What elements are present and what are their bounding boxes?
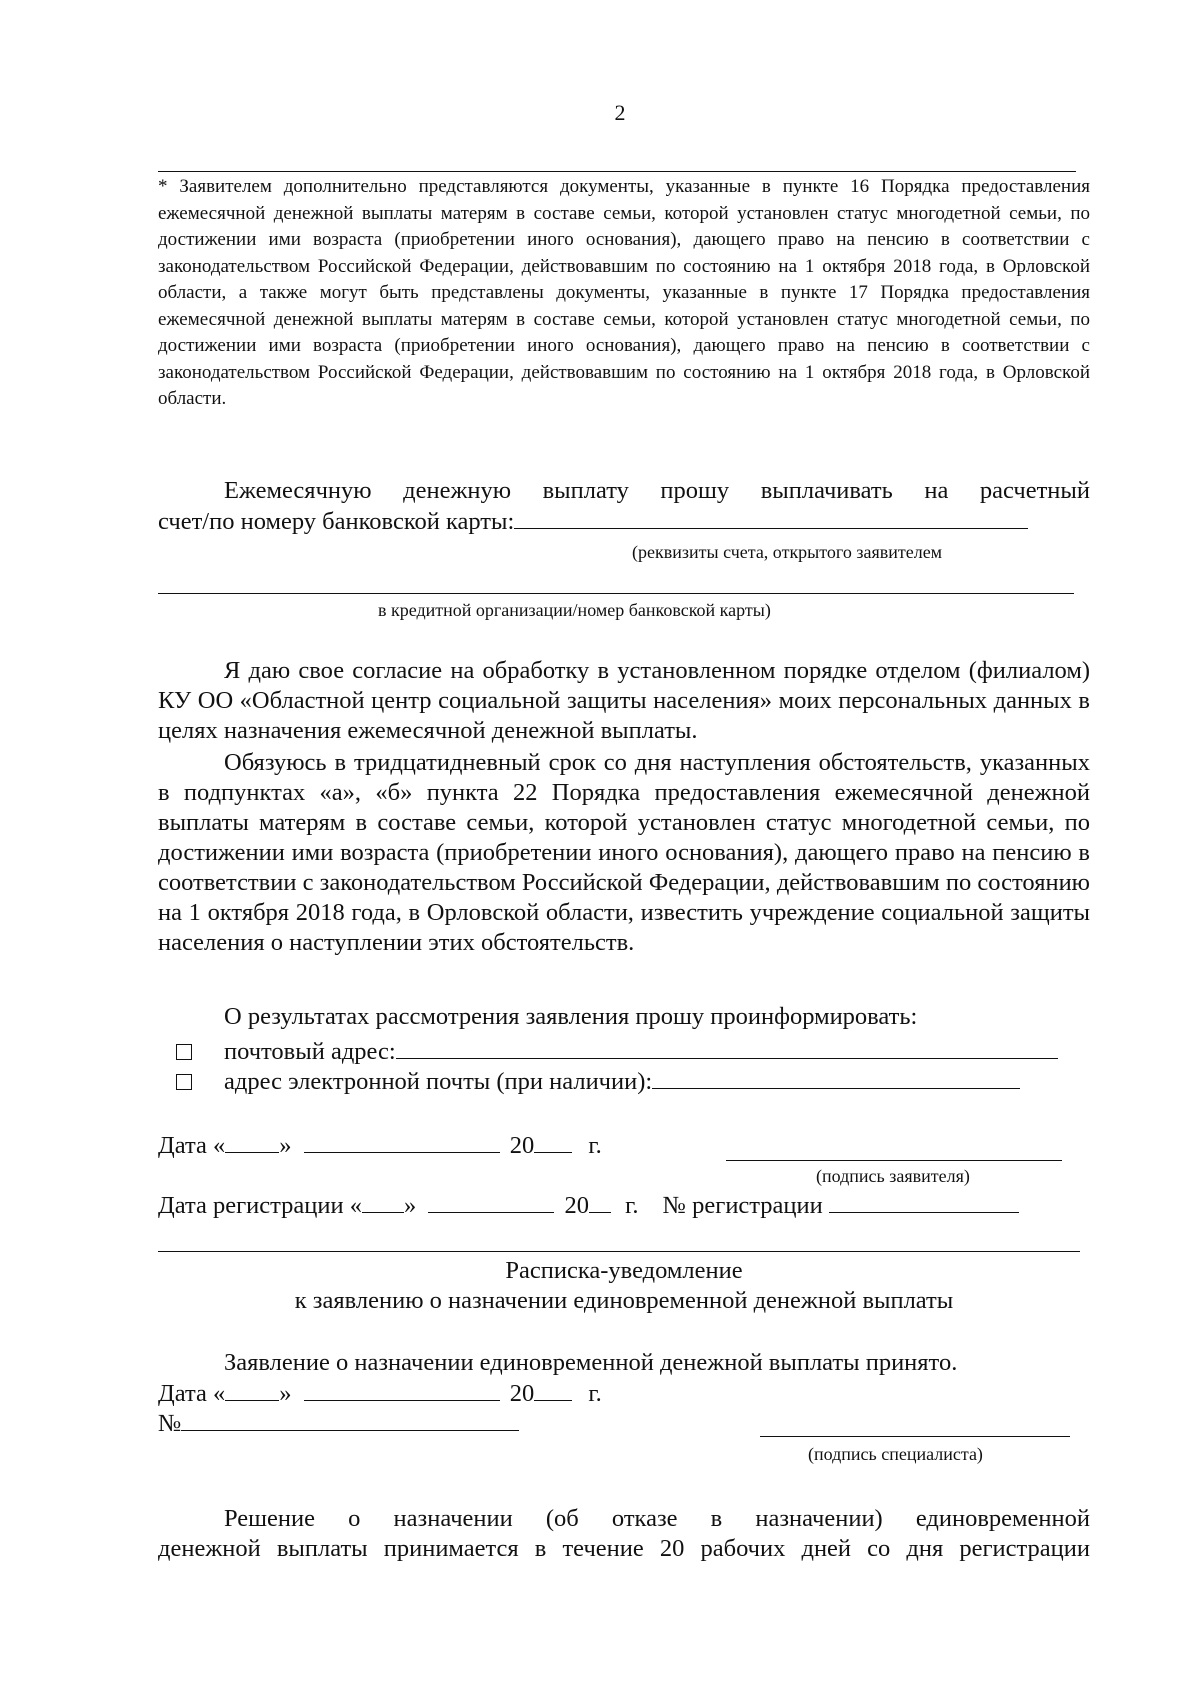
- specialist-signature-caption: (подпись специалиста): [808, 1444, 983, 1464]
- receipt-number-field[interactable]: [181, 1408, 519, 1431]
- receipt-separator: [158, 1251, 1080, 1252]
- decision-line1: Решение о назначении (об отказе в назначении) единовременной: [224, 1505, 1090, 1532]
- receipt-title: Расписка-уведомление: [505, 1257, 743, 1284]
- postal-address-field[interactable]: [396, 1036, 1058, 1059]
- registration-close-quote: »: [403, 1192, 417, 1219]
- date-close-quote: »: [279, 1132, 292, 1159]
- date-month-field[interactable]: [304, 1130, 500, 1153]
- inform-heading: О результатах рассмотрения заявления прошу проинформировать:: [224, 1003, 918, 1030]
- account-caption2: в кредитной организации/номер банковской карты): [378, 600, 771, 620]
- date-year-suffix: г.: [588, 1132, 602, 1159]
- account-field[interactable]: [514, 506, 1028, 529]
- registration-row: [158, 1190, 1019, 1220]
- receipt-date-day-field[interactable]: [225, 1378, 279, 1401]
- payment-line1: Ежемесячную денежную выплату прошу выплачивать на расчетный: [224, 477, 1090, 504]
- obligation-paragraph: Обязуюсь в тридцатидневный срок со дня наступления обстоятельств, указанных в подпунктах «а», «б» пункта 22 Порядка предоставления ежемесячной денежной выплаты матерям в составе семьи, которой установлен статус многодетной семьи, по достижении ими возраста (приобретении иного основания), дающего право на пенсию в соответствии с законодательством Российской Федерации, действовавшим по состоянию на 1 октября 2018 года, в Орловской области, известить учреждение социальной защиты населения о наступлении этих обстоятельств.: [158, 749, 1090, 956]
- registration-number-field[interactable]: [829, 1190, 1019, 1213]
- receipt-accepted: Заявление о назначении единовременной денежной выплаты принято.: [224, 1349, 958, 1376]
- account-field-line2[interactable]: [158, 593, 1074, 594]
- footnote-text: * Заявителем дополнительно представляются документы, указанные в пункте 16 Порядка предоставления ежемесячной денежной выплаты матерям в составе семьи, которой установлен статус многодетной семьи, по достижении ими возраста (приобретении иного основания), дающего право на пенсию в соответствии с законодательством Российской Федерации, действовавшим по состоянию на 1 октября 2018 года, в Орловской области, а также могут быть представлены документы, указанные в пункте 17 Порядка предоставления ежемесячной денежной выплаты матерям в составе семьи, которой установлен статус многодетной семьи, по достижении ими возраста (приобретении иного основания), дающего право на пенсию в соответствии с законодательством Российской Федерации, действовавшим по состоянию на 1 октября 2018 года, в Орловской области.: [158, 176, 1090, 409]
- receipt-date-close-quote: »: [279, 1380, 292, 1407]
- receipt-year-suffix: г.: [588, 1380, 602, 1407]
- decision-line2: денежной выплаты принимается в течение 20 рабочих дней со дня регистрации: [158, 1535, 1090, 1562]
- registration-year-suffix: г.: [625, 1192, 639, 1219]
- receipt-year-prefix: 20: [509, 1380, 535, 1407]
- applicant-signature-field[interactable]: [726, 1160, 1062, 1161]
- specialist-signature-field[interactable]: [760, 1436, 1070, 1437]
- registration-label: Дата регистрации «: [158, 1192, 362, 1219]
- receipt-date-label: Дата «: [158, 1380, 226, 1407]
- consent-paragraph: Я даю свое согласие на обработку в установленном порядке отделом (филиалом) КУ ОО «Областной центр социальной защиты населения» моих персональных данных в целях назначения ежемесячной денежной выплаты.: [158, 657, 1090, 744]
- postal-label: почтовый адрес:: [224, 1038, 396, 1065]
- date-day-field[interactable]: [225, 1130, 279, 1153]
- payment-line2-label: счет/по номеру банковской карты:: [158, 508, 515, 535]
- postal-option: [224, 1036, 1058, 1066]
- footnote-rule: [158, 171, 1076, 172]
- receipt-number-label: №: [158, 1410, 182, 1437]
- account-caption1: (реквизиты счета, открытого заявителем: [632, 542, 943, 562]
- postal-checkbox[interactable]: [176, 1044, 192, 1060]
- applicant-signature-caption: (подпись заявителя): [816, 1166, 970, 1186]
- email-option: [224, 1066, 1020, 1096]
- date-year-field[interactable]: [534, 1130, 572, 1153]
- receipt-number-row: [158, 1408, 519, 1438]
- email-field[interactable]: [652, 1066, 1020, 1089]
- registration-number-label: № регистрации: [662, 1192, 823, 1219]
- receipt-subtitle: к заявлению о назначении единовременной денежной выплаты: [294, 1287, 954, 1314]
- registration-year-field[interactable]: [589, 1190, 611, 1213]
- payment-line2: [158, 506, 1028, 537]
- registration-month-field[interactable]: [428, 1190, 554, 1213]
- receipt-date-month-field[interactable]: [304, 1378, 500, 1401]
- receipt-year-field[interactable]: [534, 1378, 572, 1401]
- date-year-prefix: 20: [509, 1132, 535, 1159]
- registration-year-prefix: 20: [564, 1192, 589, 1219]
- page-number: 2: [614, 100, 626, 125]
- email-label: адрес электронной почты (при наличии):: [224, 1068, 653, 1095]
- email-checkbox[interactable]: [176, 1074, 192, 1090]
- receipt-date-row: [158, 1378, 602, 1408]
- registration-day-field[interactable]: [362, 1190, 404, 1213]
- date-label: Дата «: [158, 1132, 226, 1159]
- date-row: [158, 1130, 602, 1160]
